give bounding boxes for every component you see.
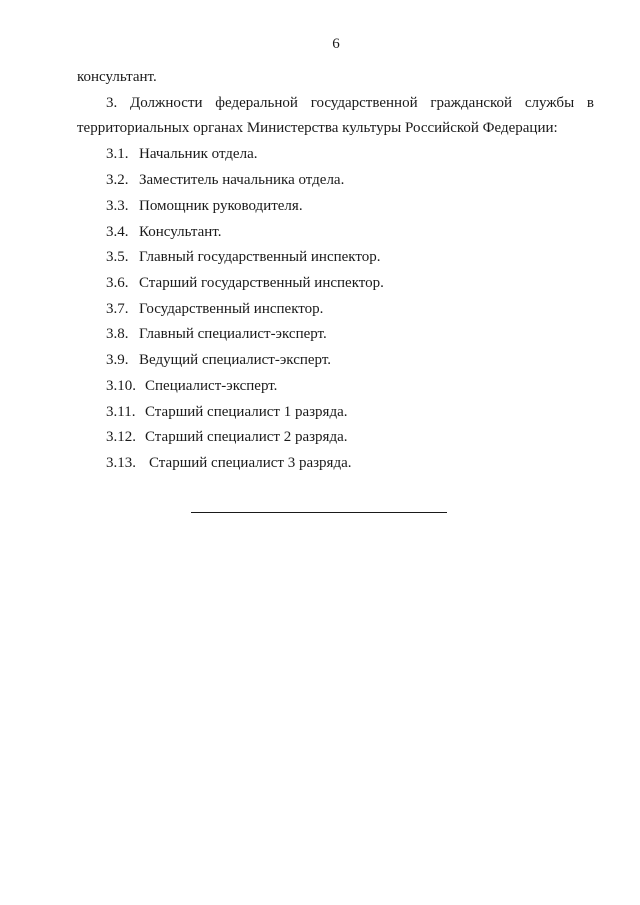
list-item — [106, 454, 352, 472]
list-item-label: Консультант. — [139, 224, 222, 240]
list-item-label: Государственный инспектор. — [139, 301, 324, 317]
section-heading-line-2: территориальных органах Министерства культуры Российской Федерации: — [77, 120, 558, 136]
list-item — [106, 351, 331, 369]
list-item-label: Старший специалист 3 разряда. — [149, 455, 352, 471]
list-item-number: 3.3. — [106, 198, 129, 214]
list-item-number: 3.6. — [106, 275, 129, 291]
page-number: 6 — [332, 36, 340, 52]
list-item-number: 3.9. — [106, 352, 129, 368]
list-item — [106, 377, 277, 395]
list-item — [106, 248, 380, 266]
list-item-number: 3.2. — [106, 172, 129, 188]
list-item — [106, 428, 348, 446]
list-item-label: Старший государственный инспектор. — [139, 275, 384, 291]
list-item — [106, 197, 303, 215]
list-item — [106, 300, 323, 318]
list-item — [106, 403, 348, 421]
list-item-label: Специалист-эксперт. — [145, 378, 278, 394]
list-item — [106, 274, 384, 292]
end-divider — [191, 512, 447, 513]
list-item-label: Главный государственный инспектор. — [139, 249, 381, 265]
list-item — [106, 325, 327, 343]
list-item-number: 3.1. — [106, 146, 129, 162]
list-item-label: Главный специалист-эксперт. — [139, 326, 327, 342]
list-item — [106, 223, 221, 241]
list-item-number: 3.10. — [106, 378, 136, 394]
list-item-number: 3.8. — [106, 326, 129, 342]
list-item-label: Ведущий специалист-эксперт. — [139, 352, 332, 368]
list-item-number: 3.4. — [106, 224, 129, 240]
list-item-label: Заместитель начальника отдела. — [139, 172, 345, 188]
continuation-text: консультант. — [77, 69, 157, 85]
section-heading-line-1: 3. Должности федеральной государственной гражданской службы в — [106, 95, 594, 111]
list-item-label: Начальник отдела. — [139, 146, 258, 162]
list-item — [106, 171, 344, 189]
list-item-label: Старший специалист 2 разряда. — [145, 429, 348, 445]
list-item-number: 3.5. — [106, 249, 129, 265]
list-item-label: Старший специалист 1 разряда. — [145, 404, 348, 420]
list-item-number: 3.11. — [106, 404, 136, 420]
list-item — [106, 145, 257, 163]
list-item-number: 3.12. — [106, 429, 136, 445]
list-item-number: 3.7. — [106, 301, 129, 317]
list-item-number: 3.13. — [106, 455, 136, 471]
list-item-label: Помощник руководителя. — [139, 198, 303, 214]
